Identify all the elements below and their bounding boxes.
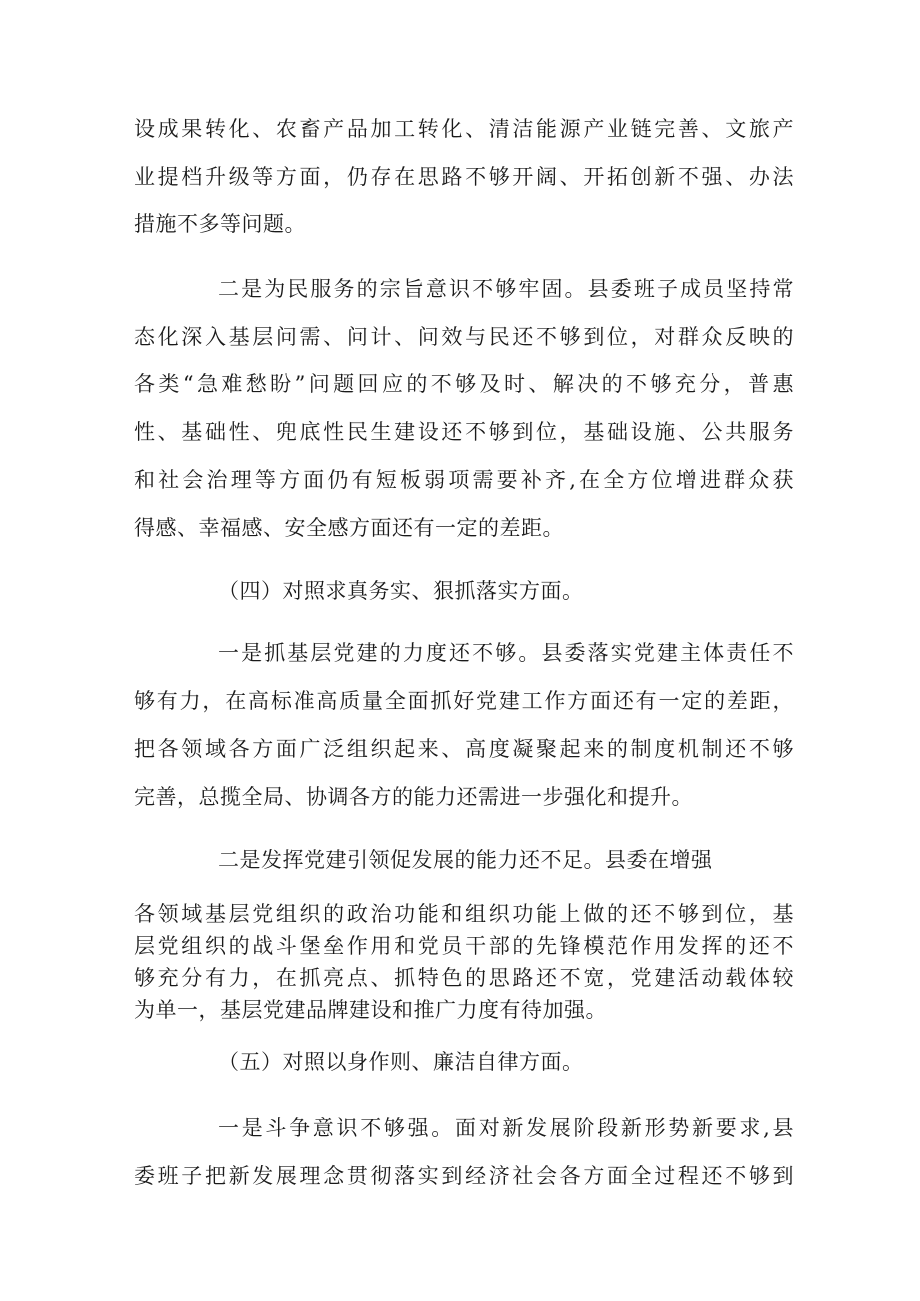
body-line: 委班子把新发展理念贯彻落实到经济社会各方面全过程还不够到 [134, 1164, 794, 1188]
body-line: 各领域基层党组织的政治功能和组织功能上做的还不够到位，基 [134, 902, 794, 926]
body-line: 够有力，在高标准高质量全面抓好党建工作方面还有一定的差距， [134, 689, 794, 713]
paragraph-first-line: 一是抓基层党建的力度还不够。县委落实党建主体责任不 [218, 641, 794, 665]
section-heading: （四）对照求真务实、狠抓落实方面。 [218, 579, 584, 603]
body-line: 业提档升级等方面，仍存在思路不够开阔、开拓创新不强、办法 [134, 165, 794, 189]
body-line: 完善，总揽全局、协调各方的能力还需进一步强化和提升。 [134, 785, 693, 809]
body-line: 设成果转化、农畜产品加工转化、清洁能源产业链完善、文旅产 [134, 117, 794, 141]
body-line: 措施不多等问题。 [134, 212, 306, 236]
body-line: 把各领域各方面广泛组织起来、高度凝聚起来的制度机制还不够 [134, 737, 794, 761]
body-line: 各类“急难愁盼”问题回应的不够及时、解决的不够充分，普惠 [134, 372, 794, 396]
body-line: 为单一，基层党建品牌建设和推广力度有待加强。 [134, 998, 607, 1022]
body-line: 态化深入基层问需、问计、问效与民还不够到位，对群众反映的 [134, 325, 794, 349]
section-heading: （五）对照以身作则、廉洁自律方面。 [218, 1050, 584, 1074]
body-line: 层党组织的战斗堡垒作用和党员干部的先锋模范作用发挥的还不 [134, 934, 794, 958]
paragraph-first-line: 一是斗争意识不够强。面对新发展阶段新形势新要求,县 [218, 1116, 794, 1140]
paragraph-first-line: 二是为民服务的宗旨意识不够牢固。县委班子成员坚持常 [218, 277, 794, 301]
body-line: 得感、幸福感、安全感方面还有一定的差距。 [134, 516, 564, 540]
paragraph-first-line: 二是发挥党建引领促发展的能力还不足。县委在增强 [218, 848, 713, 872]
body-line: 和社会治理等方面仍有短板弱项需要补齐,在全方位增进群众获 [134, 468, 794, 492]
body-line: 够充分有力，在抓亮点、抓特色的思路还不宽，党建活动载体较 [134, 966, 794, 990]
body-line: 性、基础性、兜底性民生建设还不够到位，基础设施、公共服务 [134, 420, 794, 444]
